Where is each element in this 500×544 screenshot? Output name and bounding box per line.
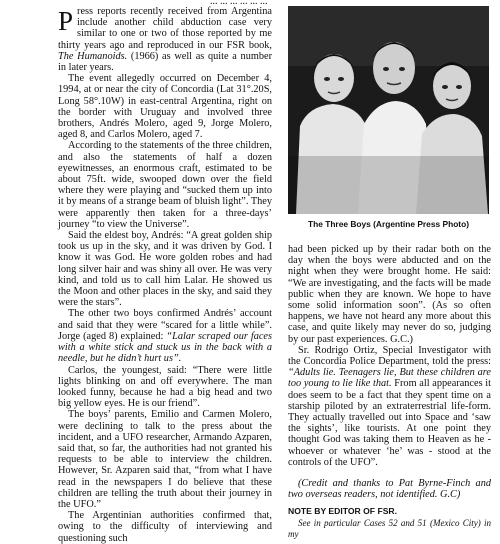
three-boys-photo	[288, 6, 489, 214]
paragraph-parents: The boys’ parents, Emilio and Carmen Molero, were declining to talk to the press about the incident, and a UFO researcher, Armando Azparen, said that, so far, the authorities had not granted his requests to be able to interview the children. However, Sr. Azparen said that, “from what I have read in the newspapers I do believe that these children are telling the truth about their journey in the UFO.”	[58, 409, 272, 510]
ortiz-text: Sr. Rodrigo Ortiz, Special Investigator with the Concordia Police Department, told the press:	[288, 344, 491, 368]
photo-caption: The Three Boys (Argentine Press Photo)	[307, 219, 469, 229]
cropped-top-line	[210, 0, 420, 7]
right-column	[288, 244, 491, 540]
photo-illustration	[288, 6, 489, 214]
paragraph-ortiz	[288, 345, 491, 468]
paragraph-jorge	[58, 308, 272, 364]
jorge-text: The other two boys confirmed Andrés’ account and said that they were “scared for a little while”. Jorge (aged 8) explained:	[58, 308, 272, 342]
jorge-quote: “Lalar scraped our faces with a white stick and stuck us in the back with a needle, but he didn’t hurt us”.	[58, 330, 272, 365]
ortiz-text-end: From all appearances it does seem to be a fact that they spent time on a starship piloted by an extraterrestrial life-form. They actually travelled out into Space and ‘saw the sights’, like tourists. At one point they thought God was taking them to Heaven as he - whoever or whatever ‘he’ was - stood at the controls of the UFO”.	[288, 378, 492, 468]
paragraph-radar: had been picked up by their radar both on the day when the boys were abducted and on the night when they were brought home. He said: “We are investigating, and the facts will be made public when they are known. We hope to have some solid information soon”. (As so often happens, we have not heard any more about this case, and quite likely may never do so, judging by our past experiences. G.C.)	[288, 244, 491, 345]
intro-text-end: (1966) as well as quite a number in later years.	[58, 50, 273, 74]
ortiz-quote: “Adults lie. Teenagers lie, But these children are too young to lie like that.	[288, 367, 491, 390]
book-title: The Humanoids.	[58, 50, 128, 62]
intro-text: ress reports recently received from Argentina include another child abduction case very similar to one or two of those reported by me thirty years ago and reproduced in our FSR book,	[58, 6, 272, 51]
editor-note-heading: NOTE BY EDITOR OF FSR.	[288, 506, 398, 517]
paragraph-statements: According to the statements of the three children, and also the statements of half a dozen eyewitnesses, an enormous craft, estimated to be about 75ft. wide, swooped down over the field where they were playing and “sucked them up into it by means of a strange beam of bluish light”. They were apparently then taken for a three-days’ journey “to view the Universe”.	[58, 140, 272, 230]
paragraph-authorities: The Argentinian authorities confirmed that, owing to the difficulty of interviewing and questioning such	[58, 510, 272, 544]
editor-note-text: See in particular Cases 52 and 51 (Mexico City) in my	[288, 517, 491, 539]
credit-note: (Credit and thanks to Pat Byrne-Finch and two overseas readers, not identified. G.C)	[288, 478, 491, 501]
drop-cap: P	[58, 6, 74, 36]
paragraph-intro	[58, 6, 272, 73]
cropped-top-text: ... ... ... ... ... ...	[210, 0, 268, 7]
left-column	[58, 6, 272, 544]
paragraph-event: The event allegedly occurred on December 4, 1994, at or near the city of Concordia (Lat 31°.20S, Long 58°.10W) in east-central Argentina, right on the border with Uruguay and involved three brothers, Andrés Molero, aged 9, Jorge Molero, aged 8, and Carlos Molero, aged 7.	[58, 73, 272, 141]
paragraph-andres: Said the eldest boy, Andrés: “A great golden ship took us up in the sky, and it was driven by God. I know it was God. He wore golden robes and had long silver hair and was shiny all over. He was very kind, and told us to call him Lalar. He showed us the Moon and other places in the sky, and said they were the stars”.	[58, 230, 272, 309]
paragraph-carlos: Carlos, the youngest, said: “There were little lights blinking on and off everywhere. The man looked funny, because he had a big head and two big yellow eyes. He is our friend”.	[58, 364, 272, 410]
